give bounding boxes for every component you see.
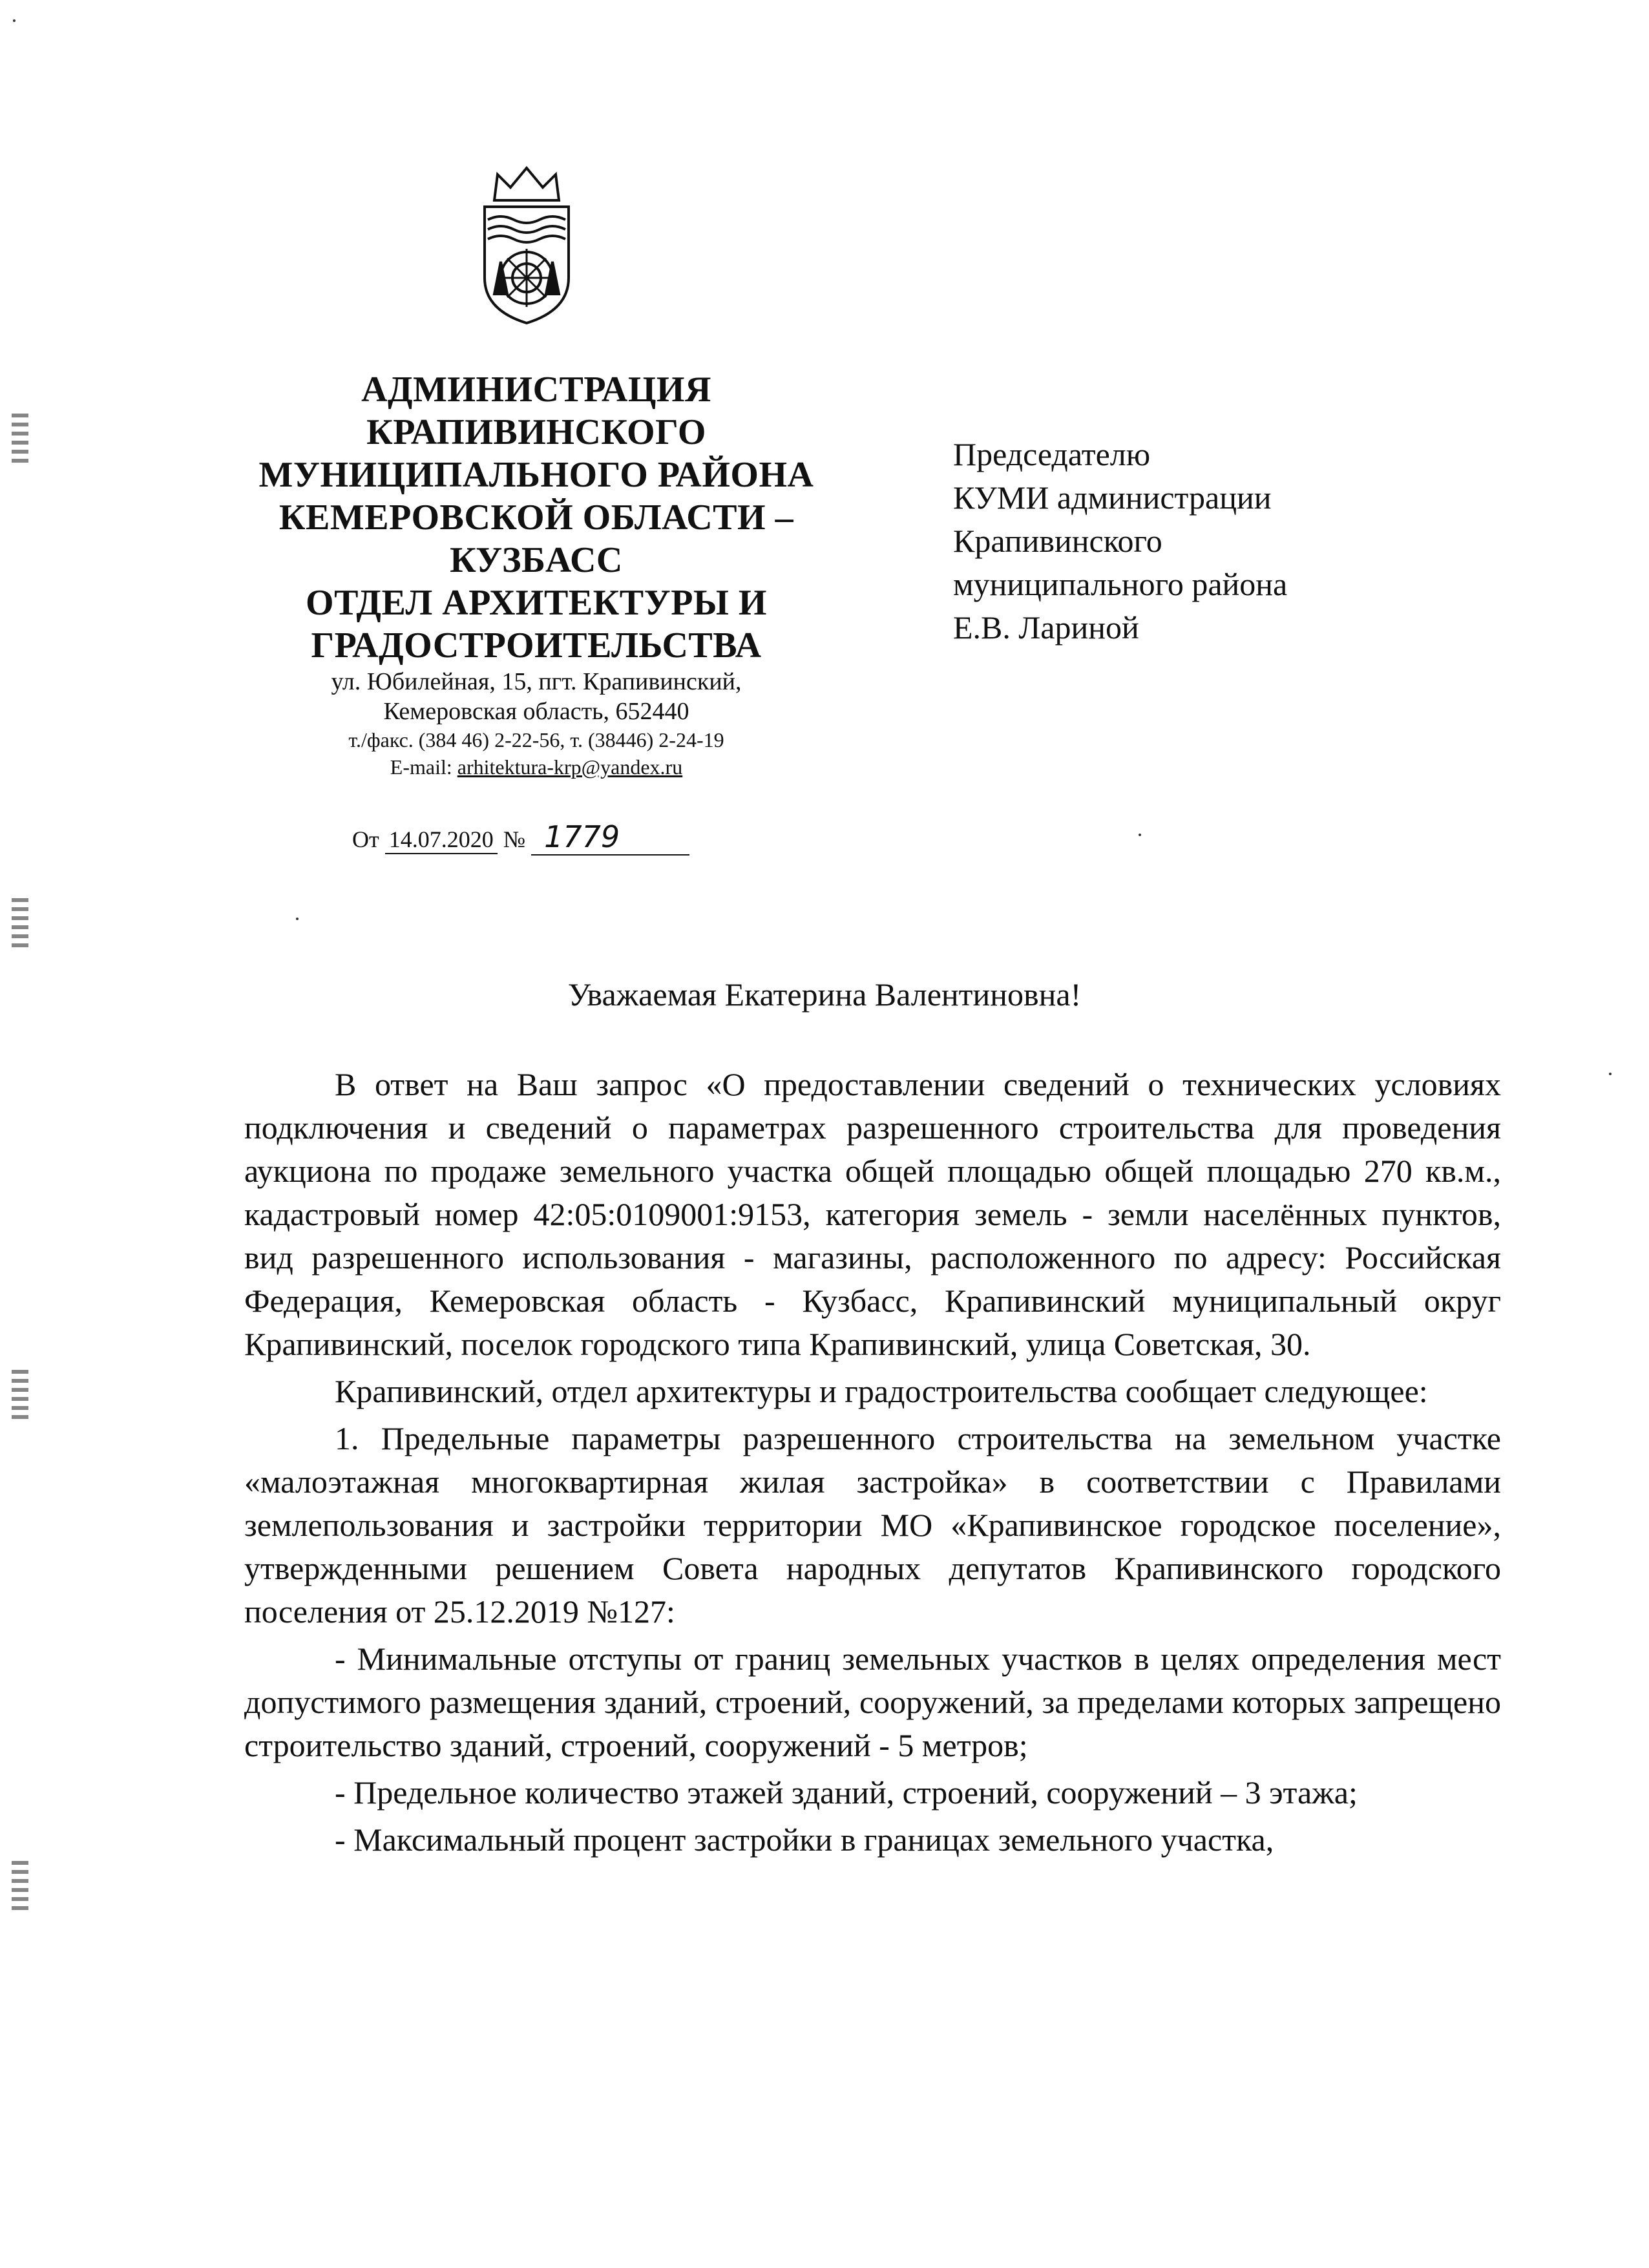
email-line [213, 753, 859, 781]
body-paragraph: Крапивинский, отдел архитектуры и градостроительства сообщает следующее: [335, 1373, 1428, 1409]
recipient-line: КУМИ администрации [953, 479, 1272, 516]
scan-dot [1139, 834, 1141, 836]
scan-edge-mark [12, 898, 28, 950]
org-name-line: КУЗБАСС [450, 540, 623, 580]
body-paragraph: 1. Предельные параметры разрешенного строительства на земельном участке «малоэтажная многоквартирная жилая застройка» в соответствии с Правилами землепользования и застройки территории МО «Крапивинское городское поселение», утвержденными решением Совета народных депутатов Крапивинского городского поселения от 25.12.2019 №127: [244, 1420, 1501, 1630]
body-paragraph: - Минимальные отступы от границ земельных участков в целях определения мест допустимого размещения зданий, строений, сооружений, за пределами которых запрещено строительство зданий, строений, сооружений - 5 метров; [244, 1641, 1501, 1763]
letter-date: 14.07.2020 [385, 826, 498, 854]
scan-dot [13, 19, 16, 22]
registration-row [352, 819, 689, 856]
scan-edge-mark [12, 414, 28, 465]
address-line: Кемеровская область, 652440 [383, 698, 689, 725]
org-name-line: КЕМЕРОВСКОЙ ОБЛАСТИ – [278, 498, 794, 538]
sender-block [213, 368, 859, 781]
org-name-line: МУНИЦИПАЛЬНОГО РАЙОНА [258, 455, 814, 495]
coat-of-arms-icon [472, 165, 582, 326]
body-paragraph: - Максимальный процент застройки в границах земельного участка, [335, 1822, 1274, 1858]
address-line: ул. Юбилейная, 15, пгт. Крапивинский, [331, 668, 742, 695]
scan-dot [1609, 1073, 1612, 1075]
body-paragraph: - Предельное количество этажей зданий, строений, сооружений – 3 этажа; [335, 1774, 1358, 1811]
email-link[interactable]: arhitektura-krp@yandex.ru [457, 755, 683, 779]
letter-body [244, 1063, 1501, 1865]
scan-edge-mark [12, 1861, 28, 1913]
greeting: Уважаемая Екатерина Валентиновна! [567, 976, 1082, 1013]
letter-number: 1779 [531, 819, 689, 856]
department-name-line: ГРАДОСТРОИТЕЛЬСТВА [311, 625, 762, 666]
department-name-line: ОТДЕЛ АРХИТЕКТУРЫ И [306, 583, 767, 623]
recipient-block [953, 433, 1535, 649]
org-name-line: КРАПИВИНСКОГО [366, 412, 706, 452]
from-label: От [352, 826, 379, 852]
recipient-line: Председателю [953, 436, 1151, 472]
email-label: E-mail: [390, 755, 457, 779]
recipient-line: Крапивинского [953, 523, 1162, 559]
number-label: № [503, 826, 526, 852]
recipient-name: Е.В. Лариной [953, 609, 1139, 646]
scan-dot [296, 918, 299, 920]
phone-line: т./факс. (384 46) 2-22-56, т. (38446) 2-24-19 [348, 728, 724, 751]
recipient-line: муниципального района [953, 566, 1288, 602]
org-name-line: АДМИНИСТРАЦИЯ [361, 370, 711, 410]
scan-edge-mark [12, 1370, 28, 1422]
body-paragraph: В ответ на Ваш запрос «О предоставлении сведений о технических условиях подключения и сведений о параметрах разрешенного строительства для проведения аукциона по продаже земельного участка общей площадью общей площадью 270 кв.м., кадастровый номер 42:05:0109001:9153, категория земель - земли населённых пунктов, вид разрешенного использования - магазины, расположенного по адресу: Российская Федерация, Кемеровская область - Кузбасс, Крапивинский муниципальный округ Крапивинский, поселок городского типа Крапивинский, улица Советская, 30. [244, 1066, 1501, 1362]
